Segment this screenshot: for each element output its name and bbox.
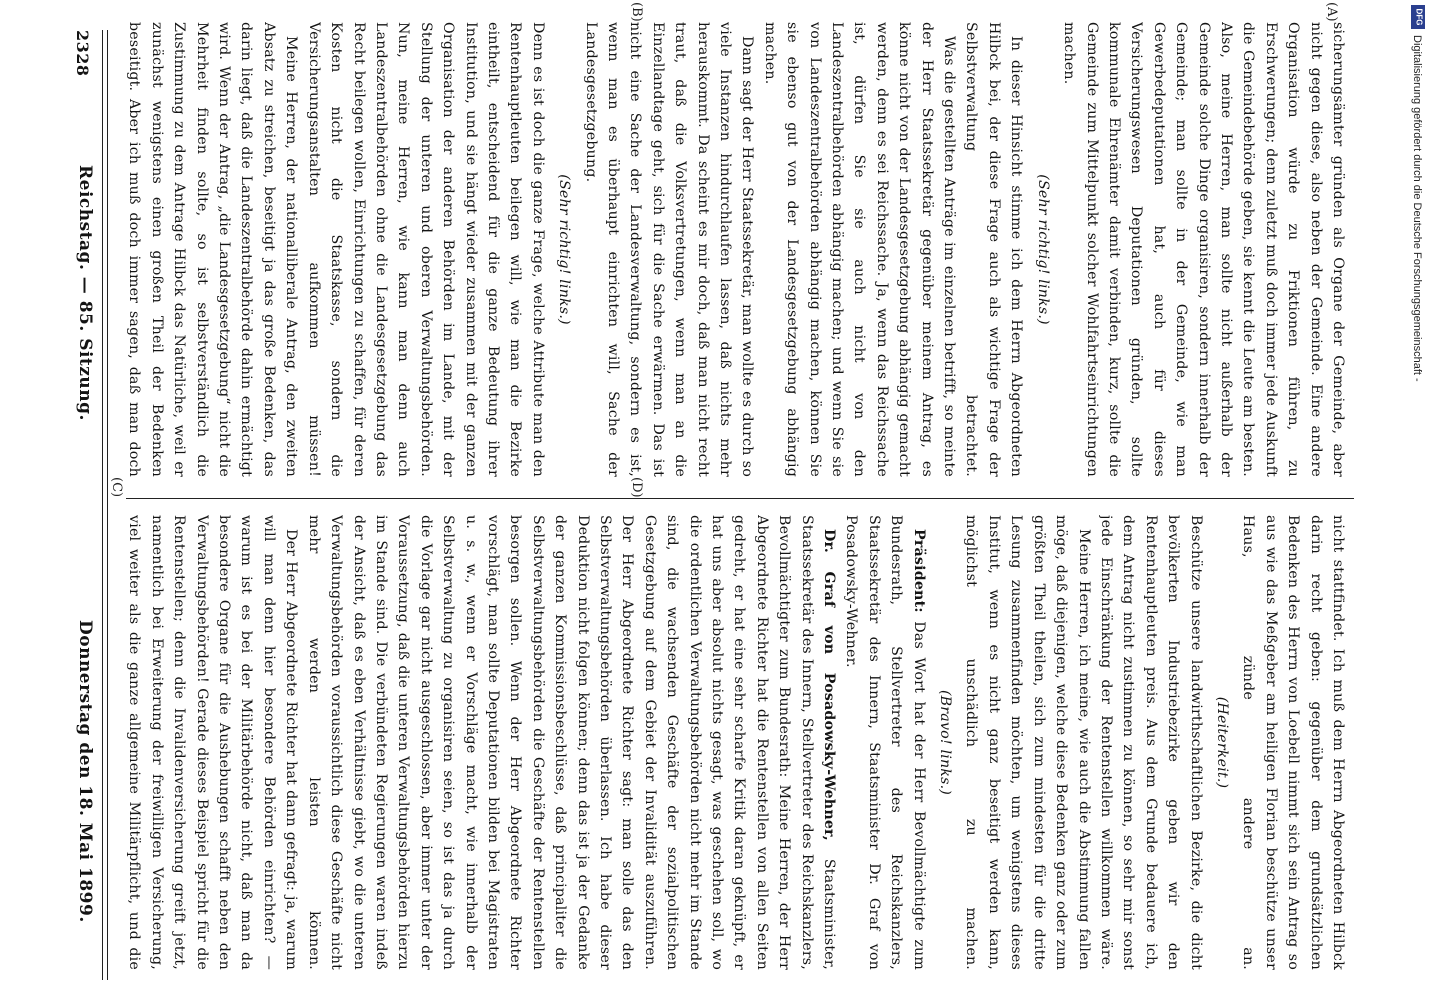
left-paragraph-4: Dann sagt der Herr Staatssekretär, man wollte es durch so viele Instanzen hindurchlaufen lassen, daß nichts mehr herauskommt. Da scheint es mir doch, daß man nicht recht traut, daß die Volksvertretungen, wenn man an die Einzellandtage geht, sich für die Sache erwärmen. Das ist nicht eine Sache der Landesverwaltung, sondern es ist, wenn man es überhaupt einrichten will, Sache der Landesgesetzgebung. [582, 22, 756, 477]
right-paragraph-3: Meine Herren, ich meine, wie auch die Abstimmung fallen möge, daß diejenigen, welche diese Bedenken ganz oder zum größten Theil theilen, sich zum mindesten für die dritte Lesung zusammenfinden möchten, um wenigstens dieses Institut, wenn es nicht ganz beseitigt werden kann, möglichst unschädlich zu machen. [963, 515, 1092, 970]
left-paragraph-1: sicherungsämter gründen als Organe der Gemeinde, aber nicht gegen diese, also neben der Gemeinde. Eine andere Organisation würde zu Friktionen führen, zu Erschwerungen; denn zuletzt muß doch immer jede Auskunft die Gemeindebehörde geben, sie kennt die Leute am besten. Also, meine Herren, man sollte nicht außerhalb der Gemeinde solche Dinge organisiren, sondern innerhalb der Gemeinde; man sollte in der Gemeinde, wie man Gewerbedeputationen hat, auch für dieses Versicherungswesen Deputationen gründen, sollte kommunale Ehrenämter damit verbinden, kurz, sollte die Gemeinde zum Mittelpunkt solcher Wohlfahrtseinrichtungen machen. [1061, 22, 1346, 477]
digitization-credit: Digitalisierung gefördert durch die Deutsche Forschungsgemeinschaft - [1411, 35, 1423, 382]
column-divider [126, 498, 1354, 499]
page-number: 2328 [73, 30, 92, 77]
left-column [124, 22, 1349, 477]
running-head-right: Donnerstag den 18. Mai 1899. [75, 620, 95, 923]
right-paragraph-6: Der Herr Abgeordnete Richter hat dann gefragt: ja, warum will man denn hier besondere Behörden einrichten? — warum ist es bei der Militärbehörde nicht, daß man da besondere Organe für die Aushebungen schafft neben den Verwaltungsbehörden! Gerade dieses Beispiel spricht für die Rentenstellen; denn die Invalidenversicherung greift jetzt, namentlich bei Erweiterung der freiwilligen Versicherung, viel weiter als die ganze allgemeine Militärpflicht, und die [126, 515, 300, 970]
running-head-left: Reichstag. — 85. Sitzung. [75, 165, 95, 421]
margin-letter-d: (D) [629, 477, 644, 498]
right-paragraph-5: Staatsminister, Staatssekretär des Innern, Stellvertreter des Reichskanzlers, Bevollmächtigter zum Bundesrath: Meine Herren, der Herr Abgeordnete Richter hat die Rentenstellen von allen Seiten gedreht, er hat eine sehr scharfe Kritik daran geknüpft, er hat uns aber absolut nichts gesagt, was geschehen soll, wo die ordentlichen Verwaltungsbehörden nicht mehr im Stande sind, die wachsenden Geschäfte der sozialpolitischen Gesetzgebung auf dem Gebiet der Invalidität auszuführen. Der Herr Abgeordnete Richter sagt: man solle das den Selbstverwaltungsbehörden überlassen. Ich habe dieser Deduktion nicht folgen können; denn das ist ja der Gedanke der ganzen Kommissionsbeschlüsse, daß principaliter die Selbstverwaltungsbehörden die Geschäfte der Rentenstellen besorgen sollen. Wenn der Herr Abgeordnete Richter vorschlägt, man sollte Deputationen bilden bei Magistraten u. s. w., wenn er Vorschläge macht, wie innerhalb der Selbstverwaltung zu organisiren seien, so ist das ja durch die Vorlage gar nicht ausgeschlossen, aber immer unter der Voraussetzung, daß die unteren Verwaltungsbehörden hierzu im Stande sind. Die verbündeten Regierungen waren indeß der Ansicht, daß es eben Verhältnisse giebt, wo die unteren Verwaltungsbehörden voraussichtlich diese Geschäfte nicht mehr werden leisten können. [305, 515, 838, 970]
margin-letter-c: (C) [109, 477, 124, 498]
dfg-logo: DFG [1411, 5, 1425, 29]
left-paragraph-2: In dieser Hinsicht stimme ich dem Herrn Abgeordneten Hilbck bei, der diese Frage auch als wichtige Frage der Selbstverwaltung betrachtet. [963, 22, 1025, 477]
header-rule-thin [102, 30, 103, 980]
right-column [124, 515, 1349, 970]
speaker-president: Präsident: [910, 529, 927, 613]
right-interjection-1: (Heiterkeit.) [1213, 696, 1230, 789]
right-paragraph-1: nicht stattfindet. Ich muß dem Herrn Abgeordneten Hilbck darin recht geben: gegenüber dem grundsätzlichen Bedenken des Herrn von Loebell nimmt sich sein Antrag so aus wie das Meßgeber am heiligen Florian beschütze unser Haus, zünde andere an. [1240, 515, 1346, 970]
left-paragraph-3: Was die gestellten Anträge im einzelnen betrifft, so meinte der Herr Staatssekretär gegenüber meinem Antrag, es könne nicht von der Landesgesetzgebung abhängig gemacht werden, denn es sei Reichssache. Ja, wenn das Reichssache ist, dürfen Sie sie auch nicht von den Landeszentralbehörden abhängig machen; und wenn Sie sie von Landeszentralbehörden abhängig machen, können Sie sie ebenso gut von der Landesgesetzgebung abhängig machen. [761, 22, 958, 477]
left-interjection-2: (Sehr richtig! links.) [556, 174, 573, 325]
margin-letter-a: (A) [1324, 2, 1339, 22]
left-paragraph-5: Denn es ist doch die ganze Frage, welche Attribute man den Rentenhauptleuten beilegen will, wie man die Bezirke eintheilt, entscheidend für die ganze Bedeutung ihrer Institution, und sie hängt wieder zusammen mit der ganzen Organisation der anderen Behörden im Lande, mit der Stellung der unteren und oberen Verwaltungsbehörden. Nun, meine Herren, wie kann man denn auch Landeszentralbehörden ohne die Landesgesetzgebung das Recht beilegen wollen, Einrichtungen zu schaffen, für deren Kosten nicht die Staatskasse, sondern die Versicherungsanstalten aufkommen müssen! [305, 22, 546, 477]
margin-letter-b: (B) [629, 2, 644, 22]
right-paragraph-5-wrap [302, 515, 840, 970]
right-interjection-2: (Bravo! links.) [937, 689, 954, 796]
right-paragraph-4-wrap [840, 515, 930, 970]
right-paragraph-2: Beschütze unsere landwirthschaftlichen Bezirke, die dicht bevölkerten Industriebezirke geben wir den Rentenhauptleuten preis. Aus dem Grunde bedauere ich, dem Antrag nicht zustimmen zu können, so sehr mir sonst jede Einschränkung der Rentenstellen willkommen wäre. [1097, 515, 1204, 970]
left-interjection-1: (Sehr richtig! links.) [1034, 174, 1051, 325]
header-rule [107, 30, 108, 980]
left-paragraph-6: Meine Herren, der nationalliberale Antrag, den zweiten Absatz zu streichen, beseitigt ja das große Bedenken, das darin liegt, daß die Landeszentralbehörde dahin ermächtigt wird. Wenn der Antrag, „die Landesgesetzgebung“ nicht die Mehrheit finden sollte, so ist selbstverständlich die Zustimmung zu dem Antrage Hilbck das Natürliche, weil er zunächst wenigstens einen großen Theil der Bedenken beseitigt. Aber ich muß doch immer sagen, daß man doch [126, 22, 300, 477]
speaker-posadowsky: Dr. Graf von Posadowsky-Wehner, [821, 529, 838, 841]
rotated-page-content [49, 0, 1379, 1000]
right-paragraph-4: Das Wort hat der Herr Bevollmächtigte zum Bundesrath, Stellvertreter des Reichskanzlers, Staatssekretär des Innern, Staatsminister Dr. Graf von Posadowsky-Wehner. [843, 515, 927, 970]
